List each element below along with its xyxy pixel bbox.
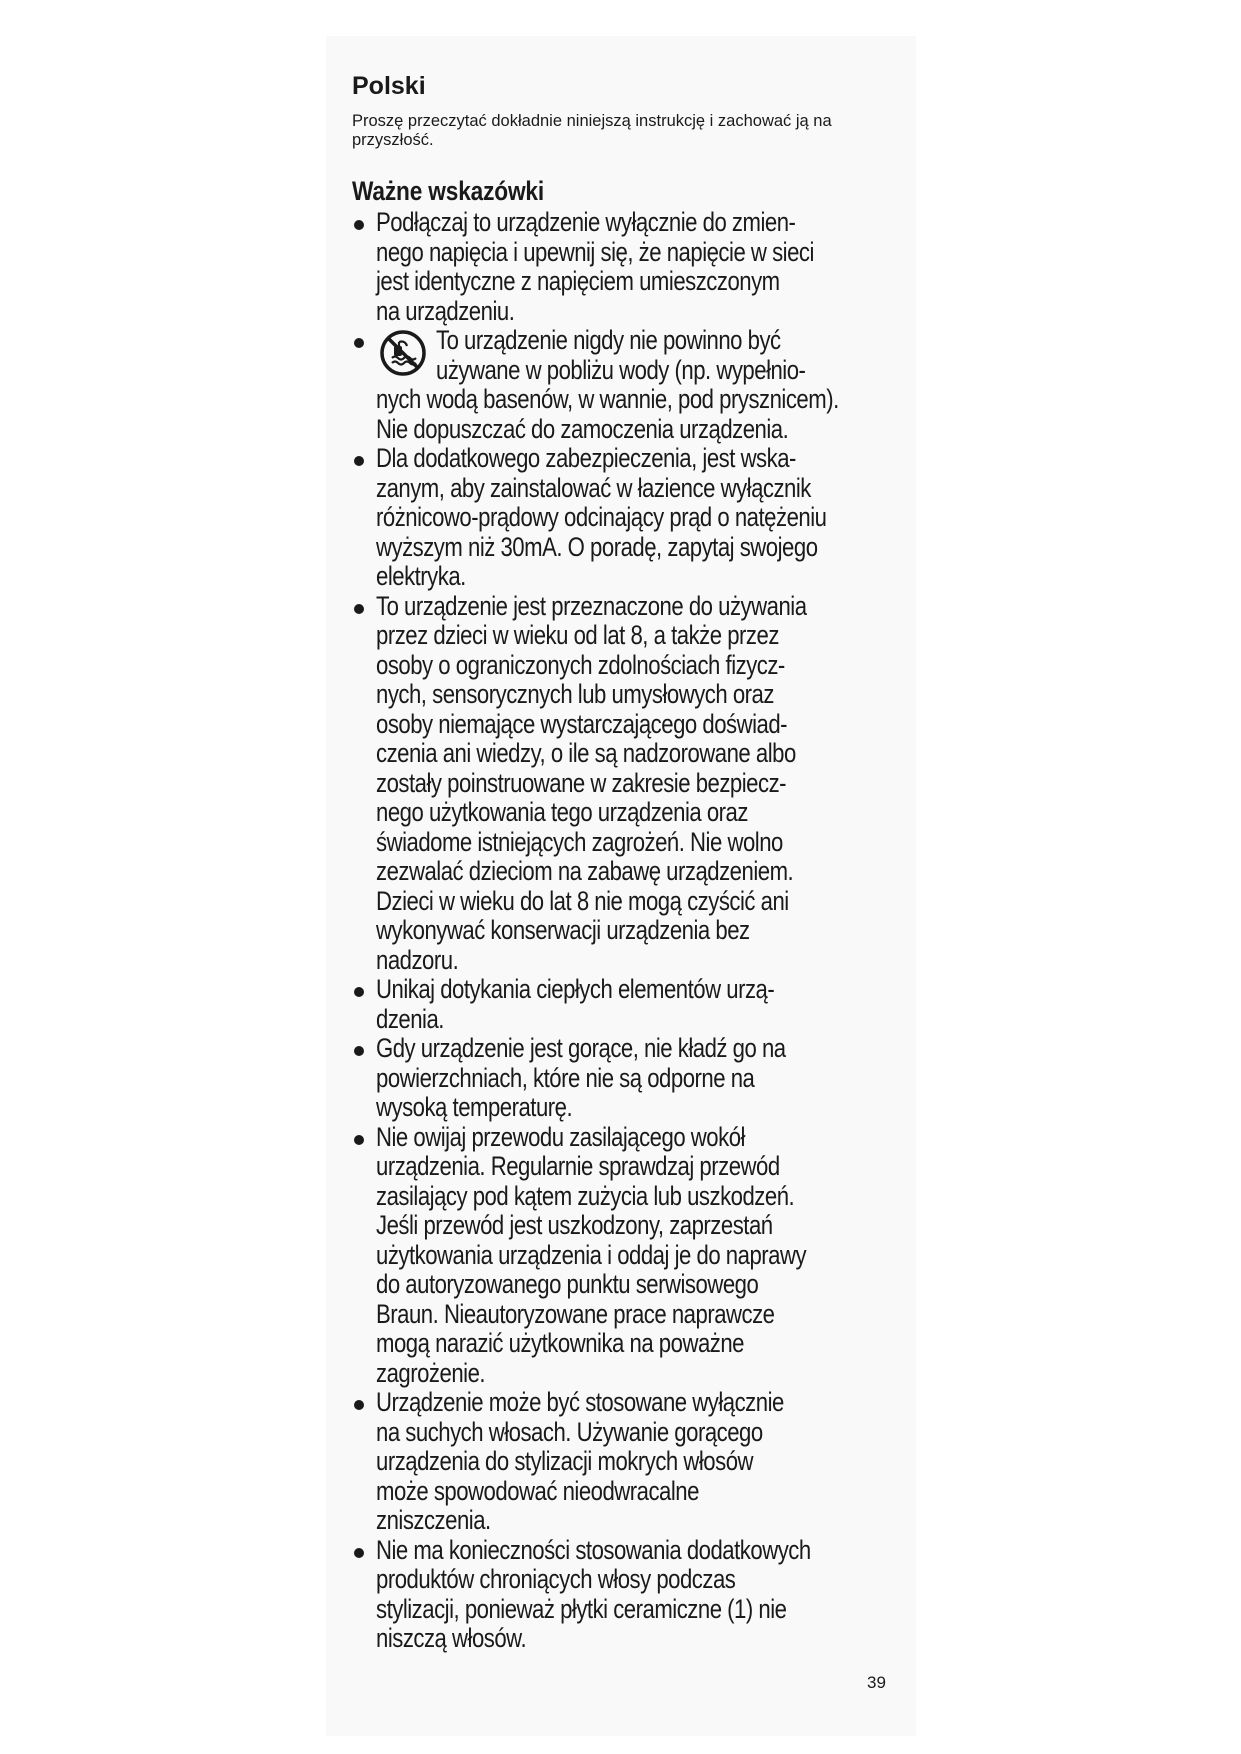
bullet-dot — [354, 1135, 364, 1145]
section-title: Ważne wskazówki — [352, 176, 545, 206]
list-item-text: Unikaj dotykania ciepłych elementów urzą- dzenia. — [376, 974, 775, 1034]
list-item — [352, 208, 912, 326]
bullet-dot — [354, 1046, 364, 1056]
list-item — [352, 1388, 912, 1536]
list-item-text: Podłączaj to urządzenie wyłącznie do zmien- nego napięcia i upewnij się, że napięcie w sieci jest identyczne z napięciem umieszczonym na urządzeniu. — [376, 207, 814, 326]
bullet-dot — [354, 338, 364, 348]
intro-text: Proszę przeczytać dokładnie niniejszą instrukcję i zachować ją na przyszłość. — [352, 112, 832, 149]
bullet-dot — [354, 456, 364, 466]
bullet-dot — [354, 1548, 364, 1558]
list-item — [352, 1536, 912, 1654]
document-content — [352, 70, 912, 1654]
list-item-water-warning — [352, 326, 912, 444]
bullet-dot — [354, 220, 364, 230]
list-item — [352, 1123, 912, 1389]
list-item-text: Urządzenie może być stosowane wyłącznie na suchych włosach. Używanie gorącego urządzenia do stylizacji mokrych włosów może spowodować nieodwracalne zniszczenia. — [376, 1387, 784, 1535]
list-item-text: Gdy urządzenie jest gorące, nie kładź go na powierzchniach, które nie są odporne na wysoką temperaturę. — [376, 1033, 786, 1122]
list-item — [352, 592, 912, 976]
bullet-dot — [354, 1400, 364, 1410]
list-item-text: Nie owijaj przewodu zasilającego wokół urządzenia. Regularnie sprawdzaj przewód zasilający pod kątem zużycia lub uszkodzeń. Jeśli przewód jest uszkodzony, zaprzestań użytkowania urządzenia i oddaj je do naprawy do autoryzowanego punktu serwisowego Braun. Nieautoryzowane prace naprawcze mogą narazić użytkownika na poważne zagrożenie. — [376, 1121, 807, 1388]
no-water-icon — [378, 328, 428, 378]
water-warning-text-top: To urządzenie nigdy nie powinno być używane w pobliżu wody (np. wypełnio- — [436, 325, 806, 385]
list-item-text: To urządzenie jest przeznaczone do używania przez dzieci w wieku od lat 8, a także przez osoby o ograniczonych zdolnościach fizycz- nych, sensorycznych lub umysłowych oraz osoby niemające wystarczającego doświad- czenia ani wiedzy, o ile są nadzorowane albo zostały poinstruowane w zakresie bezpiecz- nego użytkowania tego urządzenia oraz świadome istniejących zagrożeń. Nie wolno zezwalać dzieciom na zabawę urządzeniem. Dzieci w wieku do lat 8 nie mogą czyścić ani wykonywać konserwacji urządzenia bez nadzoru. — [376, 590, 807, 975]
list-item — [352, 444, 912, 592]
list-item-text: Nie ma konieczności stosowania dodatkowych produktów chroniących włosy podczas stylizacji, ponieważ płytki ceramiczne (1) nie niszczą włosów. — [376, 1534, 811, 1653]
water-warning-row — [376, 326, 912, 385]
list-item — [352, 975, 912, 1034]
water-warning-text-rest: nych wodą basenów, w wannie, pod prysznicem). Nie dopuszczać do zamoczenia urządzenia. — [376, 384, 839, 444]
list-item — [352, 1034, 912, 1123]
list-item-text: Dla dodatkowego zabezpieczenia, jest wska- zanym, aby zainstalować w łazience wyłącznik różnicowo-prądowy odcinający prąd o natężeniu wyższym niż 30mA. O poradę, zapytaj swojego elektryka. — [376, 443, 827, 591]
safety-list — [352, 208, 912, 1654]
bullet-dot — [354, 604, 364, 614]
language-heading: Polski — [352, 72, 426, 100]
bullet-dot — [354, 987, 364, 997]
page-number: 39 — [867, 1673, 886, 1692]
